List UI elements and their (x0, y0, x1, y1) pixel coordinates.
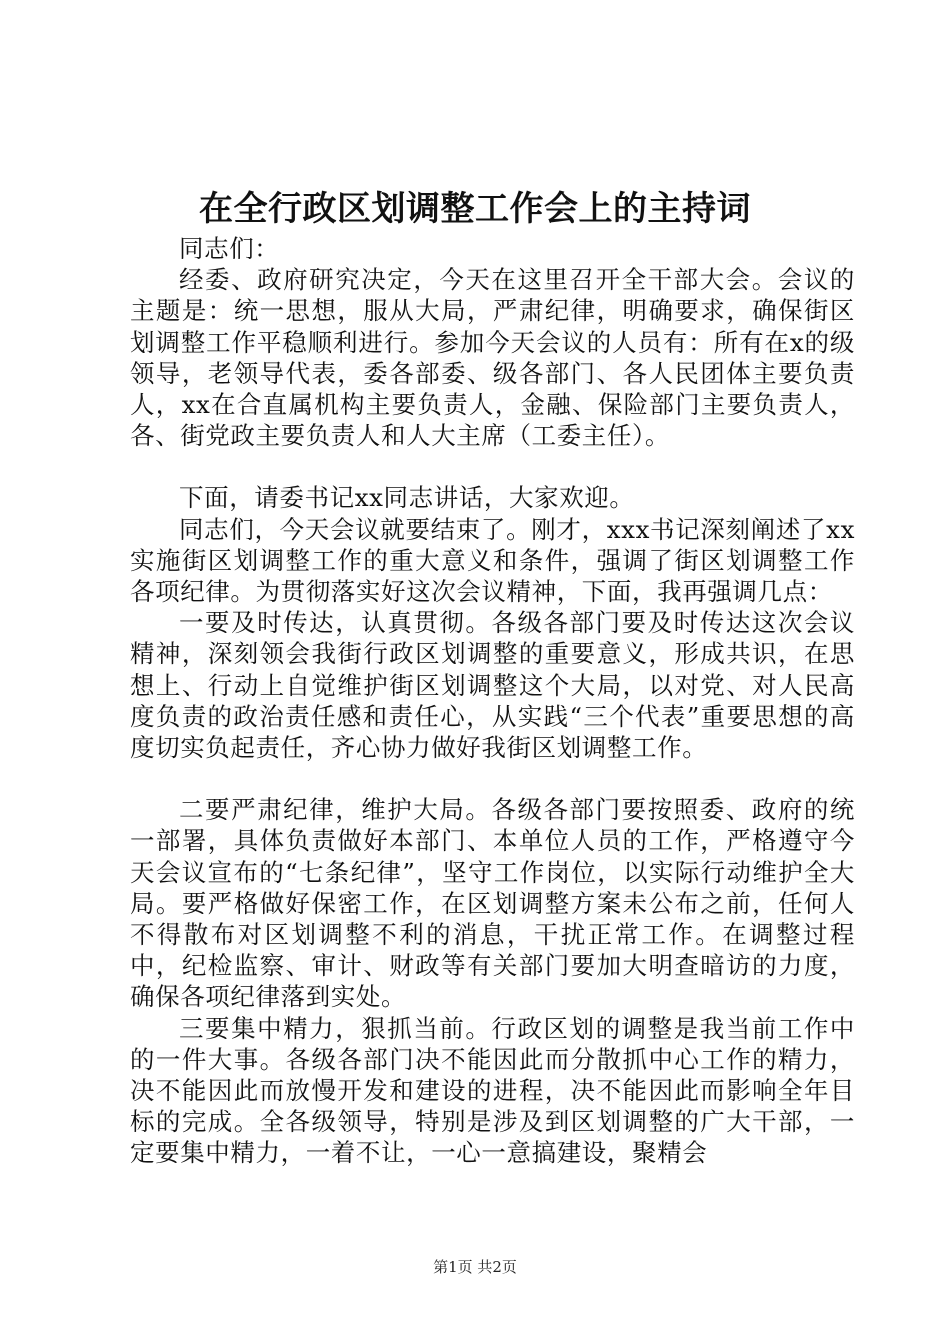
body-paragraph: 下面，请委书记xx同志讲话，大家欢迎。 (179, 483, 635, 513)
document-body (130, 233, 855, 1169)
body-paragraph: 二要严肃纪律，维护大局。各级各部门要按照委、政府的统一部署，具体负责做好本部门、本单位人员的工作，严格遵守今天会议宣布的“七条纪律”，坚守工作岗位，以实际行动维护全大局。要严格做好保密工作，在区划调整方案未公布之前，任何人不得散布对区划调整不利的消息，干扰正常工作。在调整过程中，纪检监察、审计、财政等有关部门要加大明查暗访的力度，确保各项纪律落到实处。 (130, 795, 855, 1012)
body-paragraph: 经委、政府研究决定，今天在这里召开全干部大会。会议的主题是：统一思想，服从大局，严肃纪律，明确要求，确保街区划调整工作平稳顺利进行。参加今天会议的人员有：所有在x的级领导，老领导代表，委各部委、级各部门、各人民团体主要负责人，xx在合直属机构主要负责人，金融、保险部门主要负责人，各、街党政主要负责人和人大主席（工委主任）。 (130, 265, 855, 451)
body-paragraph: 同志们，今天会议就要结束了。刚才，xxx书记深刻阐述了xx实施街区划调整工作的重大意义和条件，强调了街区划调整工作各项纪律。为贯彻落实好这次会议精神，下面，我再强调几点： (130, 514, 855, 607)
body-paragraph: 一要及时传达，认真贯彻。各级各部门要及时传达这次会议精神，深刻领会我街行政区划调整的重要意义，形成共识，在思想上、行动上自觉维护街区划调整这个大局，以对党、对人民高度负责的政治责任感和责任心，从实践“三个代表”重要思想的高度切实负起责任，齐心协力做好我街区划调整工作。 (130, 608, 855, 763)
page-number-footer: 第1页 共2页 (433, 1258, 517, 1276)
salutation-paragraph: 同志们： (179, 234, 280, 263)
body-paragraph: 三要集中精力，狠抓当前。行政区划的调整是我当前工作中的一件大事。各级各部门决不能因此而分散抓中心工作的精力，决不能因此而放慢开发和建设的进程，决不能因此而影响全年目标的完成。全各级领导，特别是涉及到区划调整的广大干部，一定要集中精力，一着不让，一心一意搞建设，聚精会 (130, 1013, 855, 1168)
document-title: 在全行政区划调整工作会上的主持词 (199, 189, 751, 229)
